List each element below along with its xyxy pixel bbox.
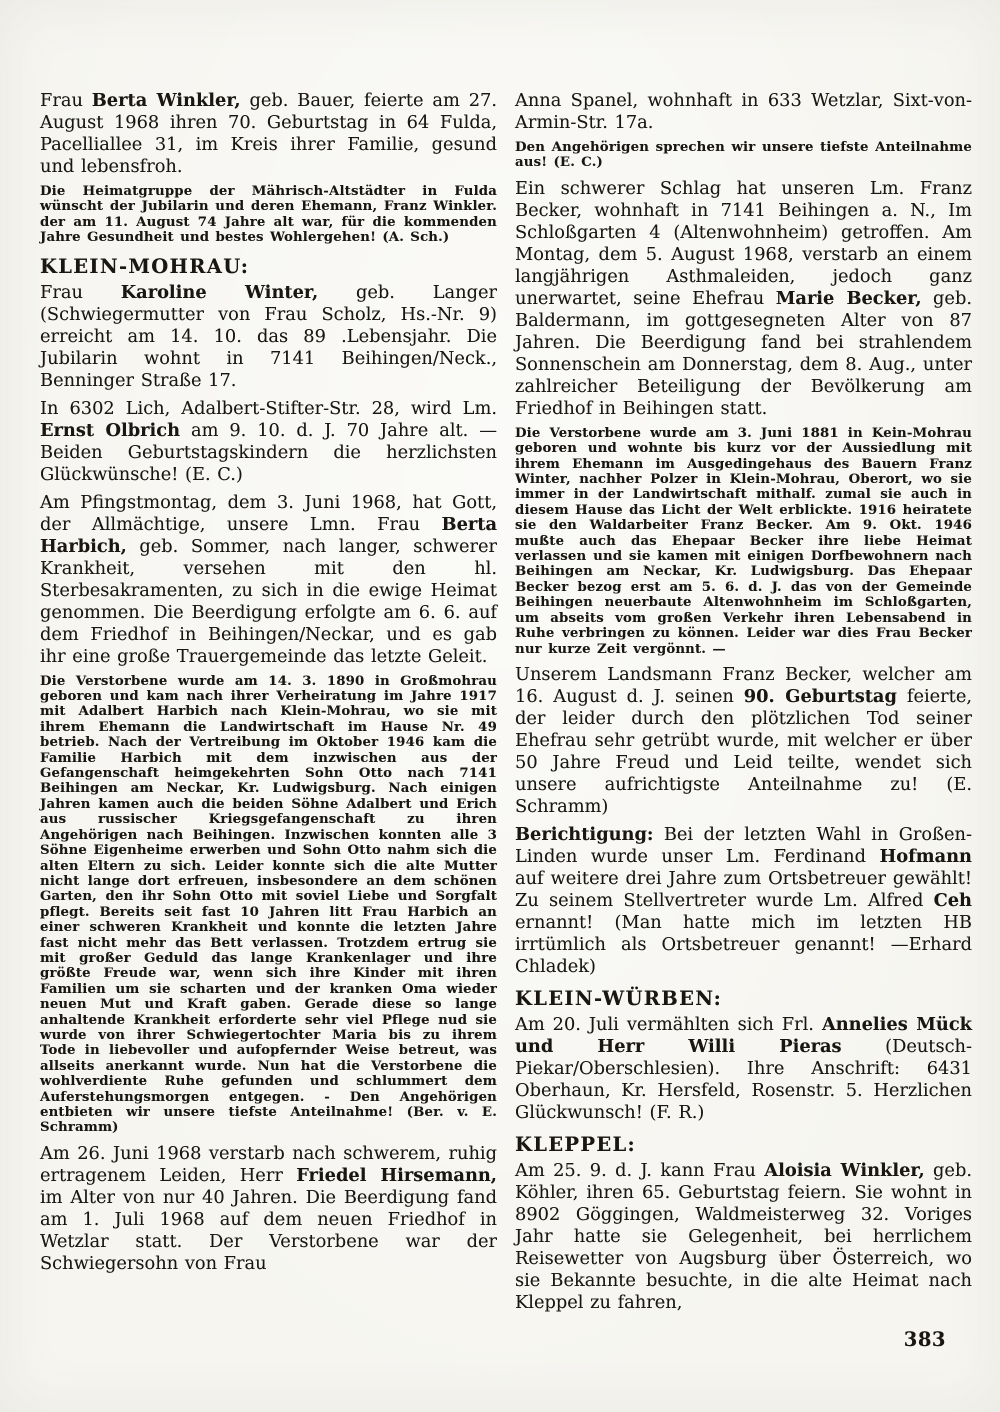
text-run: Am 20. Juli vermählten sich Frl. [515,1013,822,1035]
text-run: Die Verstorbene wurde am 3. Juni 1881 in Kein-Mohrau geboren und wohnte bis kurz vor der Aussiedlung mit ihrem Ehemann im Ausgedingehaus des Bauern Franz Winter, nachher Polzer in Klein-Mohrau, Oberort, wo sie immer in der Landwirtschaft mithalf. zumal sie auch in diesem Hause das Licht der Welt erblickte. 1916 heiratete sie den Waldarbeiter Franz Becker. Am 9. Okt. 1946 mußte auch das Ehepaar Becker ihre liebe Heimat verlassen und sie kamen mit einigen Dorfbewohnern nach Beihingen am Neckar, Kr. Ludwigsburg. Das Ehepaar Becker bezog erst am 5. 6. d. J. das von der Gemeinde Beihingen neuerbaute Altenwohnheim im Schloßgarten, um abseits vom großen Verkehr ihren Lebensabend in Ruhe verbringen zu können. Leider war dies Frau Becker nur kurze Zeit vergönnt. — [515,425,972,657]
text-run: geb. Langer (Schwiegermutter von Frau Scholz, Hs.-Nr. 9) erreicht am 14. 10. das 89 .Lebensjahr. Die Jubilarin wohnt in 7141 Beihingen/Neck., Benninger Straße 17. [40,281,498,391]
text-run: Unserem Landsmann Franz Becker, welcher am 16. August d. J. seinen [515,663,972,707]
note-condolence-hirsemann [515,140,972,171]
text-run: Frau [40,90,92,111]
emphasized-text: Ernst Olbrich [40,419,181,441]
text-run: KLEIN-MOHRAU: [40,254,250,278]
emphasized-text: Hofmann [879,845,972,867]
text-run: im Alter von nur 40 Jahren. Die Beerdigung fand am 1. Juli 1968 auf dem neuen Friedhof in Wetzlar statt. Der Verstorbene war der Schwiegersohn von Frau [40,1186,497,1274]
text-run: geb. Bauer, feierte am 27. August 1968 ihren 70. Geburtstag in 64 Fulda, Pacelliallee 31, im Kreis ihrer Familie, gesund und lebensfroh. [40,90,497,177]
paragraph-obituary-friedel-hirsemann [40,1143,497,1275]
paragraph-wedding-mueck-pieras [515,1014,972,1124]
text-run: KLEPPEL: [515,1132,637,1156]
text-run: am 9. 10. d. J. 70 Jahre alt. — Beiden Geburtstagskindern die herzlichsten Glückwünsche! (E. C.) [40,419,497,485]
left-column [40,90,497,1320]
note-life-story-marie-becker [515,426,972,657]
note-life-story-berta-harbich [40,674,497,1136]
text-run: Bei der letzten Wahl in Großen-Linden wurde unser Lm. Ferdinand [515,823,972,867]
section-heading-kleppel [515,1133,972,1156]
emphasized-text: Friedel Hirsemann, [296,1164,497,1186]
text-run: geb. Sommer, nach langer, schwerer Krankheit, versehen mit den hl. Sterbesakramenten, zu sich in die ewige Heimat genommen. Die Beerdigung erfolgte am 6. 6. auf dem Friedhof in Beihingen/Neckar, und es gab ihr eine große Trauergemeinde das letzte Geleit. [40,535,497,667]
text-run: (Deutsch-Piekar/Oberschlesien). Ihre Anschrift: 6431 Oberhaun, Kr. Hersfeld, Rosenstr. 5. Herzlichen Glückwunsch! (F. R.) [515,1035,972,1123]
text-run: geb. Baldermann, im gottgesegneten Alter von 87 Jahren. Die Beerdigung fand bei strahlendem Sonnenschein am Donnerstag, dem 8. Aug., unter zahlreicher Beteiligung der Bevölkerung am Friedhof in Beihingen statt. [515,287,972,419]
text-run: feierte, der leider durch den plötzlichen Tod seiner Ehefrau sehr getrübt wurde, mit welcher er über 50 Jahre Freud und Leid teilte, wendet sich unsere aufrichtigste Anteilnahme zu! (E. Schramm) [515,685,972,817]
paragraph-anna-spanel-address [515,90,972,134]
text-run: Am 26. Juni 1968 verstarb nach schwerem, ruhig ertragenem Leiden, Herr [40,1142,497,1186]
text-run: Am Pfingstmontag, dem 3. Juni 1968, hat Gott, der Allmächtige, unsere Lmn. Frau [40,491,497,535]
emphasized-text: Berta Winkler, [91,90,241,111]
emphasized-text: Ceh [933,889,972,911]
text-run: KLEIN-WÜRBEN: [515,986,723,1010]
text-run: Am 25. 9. d. J. kann Frau [515,1159,765,1181]
text-run: auf weitere drei Jahre zum Ortsbetreuer gewählt! Zu seinem Stellvertreter wurde Lm. Alfred [515,867,972,911]
text-run: Die Verstorbene wurde am 14. 3. 1890 in Großmohrau geboren und kam nach ihrer Verheiratung im Jahre 1917 mit Adalbert Harbich nach Klein-Mohrau, wo sie mit ihrem Ehemann die Landwirtschaft im Hause Nr. 49 betrieb. Nach der Vertreibung im Oktober 1946 kam die Familie Harbich mit dem inzwischen aus der Gefangenschaft heimgekehrten Sohn Otto nach 7141 Beihingen am Neckar, Kr. Ludwigsburg. Nach einigen Jahren kamen auch die beiden Söhne Adalbert und Erich aus russischer Kriegsgefangenschaft zu ihren Angehörigen nach Beihingen. Inzwischen konnten alle 3 Söhne Eigenheime erwerben und Sohn Otto nahm sich die alten Eltern zu sich. Leider konnte sich die alte Mutter nicht lange dort erfreuen, insbesondere an dem schönen Garten, den ihr Sohn Otto mit soviel Liebe und Sorgfalt pflegt. Bereits seit fast 10 Jahren litt Frau Harbich an einer schweren Krankheit und konnte die letzten Jahre fast nicht mehr das Bett verlassen. Trotzdem ertrug sie mit großer Geduld das lange Krankenlager und ihre größte Freude war, wenn sich ihre Kinder mit ihren Familien um sie scharten und der kranken Oma wieder neuen Mut und Kraft gaben. Gerade diese so lange anhaltende Krankheit erforderte sehr viel Pflege nud sie wurde von ihrer Schwiegertochter Maria bis zu ihrem Tode in liebevoller und aufopfernder Weise betreut, was allseits anerkannt wurde. Nun hat die Verstorbene die wohlverdiente Ruhe gefunden und schlummert dem Auferstehungsmorgen entgegen. - Den Angehörigen entbieten wir unsere tiefste Anteilnahme! (Ber. v. E. Schramm) [40,673,497,1136]
note-heimatgruppe-fulda [40,184,497,246]
emphasized-text: 90. Geburtstag [743,685,897,707]
text-run: ernannt! (Man hatte mich im letzten HB irrtümlich als Ortsbetreuer genannt! —Erhard Chladek) [515,911,972,977]
text-run: Frau [40,281,121,303]
right-column [515,90,972,1320]
section-heading-klein-wuerben [515,987,972,1010]
paragraph-birthday-ernst-olbrich [40,398,497,486]
paragraph-obituary-berta-harbich [40,492,497,668]
paragraph-franz-becker-90-geburtstag [515,664,972,818]
paragraph-birthday-karoline-winter [40,282,497,392]
emphasized-text: Annelies Mück und Herr Willi Pieras [515,1013,972,1057]
text-run: Ein schwerer Schlag hat unseren Lm. Franz Becker, wohnhaft in 7141 Beihingen a. N., Im Schloßgarten 4 (Altenwohnheim) getroffen. Am Montag, dem 5. August 1968, verstarb an einem langjährigen Asthmaleiden, jedoch ganz unerwartet, seine Ehefrau [515,177,972,309]
text-run: In 6302 Lich, Adalbert-Stifter-Str. 28, wird Lm. [40,397,497,419]
paragraph-obituary-marie-becker [515,178,972,420]
paragraph-berichtigung [515,824,972,978]
emphasized-text: Berichtigung: [515,823,654,845]
emphasized-text: Berta Harbich, [40,513,497,557]
text-run: Den Angehörigen sprechen wir unsere tiefste Anteilnahme aus! (E. C.) [515,140,972,171]
section-heading-klein-mohrau [40,255,497,278]
paragraph-birthday-berta-winkler [40,90,497,178]
text-run: Anna Spanel, wohnhaft in 633 Wetzlar, Sixt-von-Armin-Str. 17a. [515,90,972,133]
emphasized-text: Marie Becker, [775,287,922,309]
emphasized-text: Aloisia Winkler, [764,1159,925,1181]
page-number: 383 [903,1327,946,1351]
text-run: Die Heimatgruppe der Mährisch-Altstädter in Fulda wünscht der Jubilarin und deren Ehemann, Franz Winkler. der am 11. August 74 Jahre alt war, für die kommenden Jahre Gesundheit und bestes Wohlergehen! (A. Sch.) [40,184,497,246]
text-run: geb. Köhler, ihren 65. Geburtstag feiern. Sie wohnt in 8902 Göggingen, Waldmeisterweg 32. Voriges Jahr hatte sie Gelegenheit, bei herrlichem Reisewetter von Augsburg über Österreich, wo sie Bekannte besuchte, in die alte Heimat nach Kleppel zu fahren, [515,1159,972,1313]
paragraph-birthday-aloisia-winkler [515,1160,972,1314]
emphasized-text: Karoline Winter, [120,281,319,303]
